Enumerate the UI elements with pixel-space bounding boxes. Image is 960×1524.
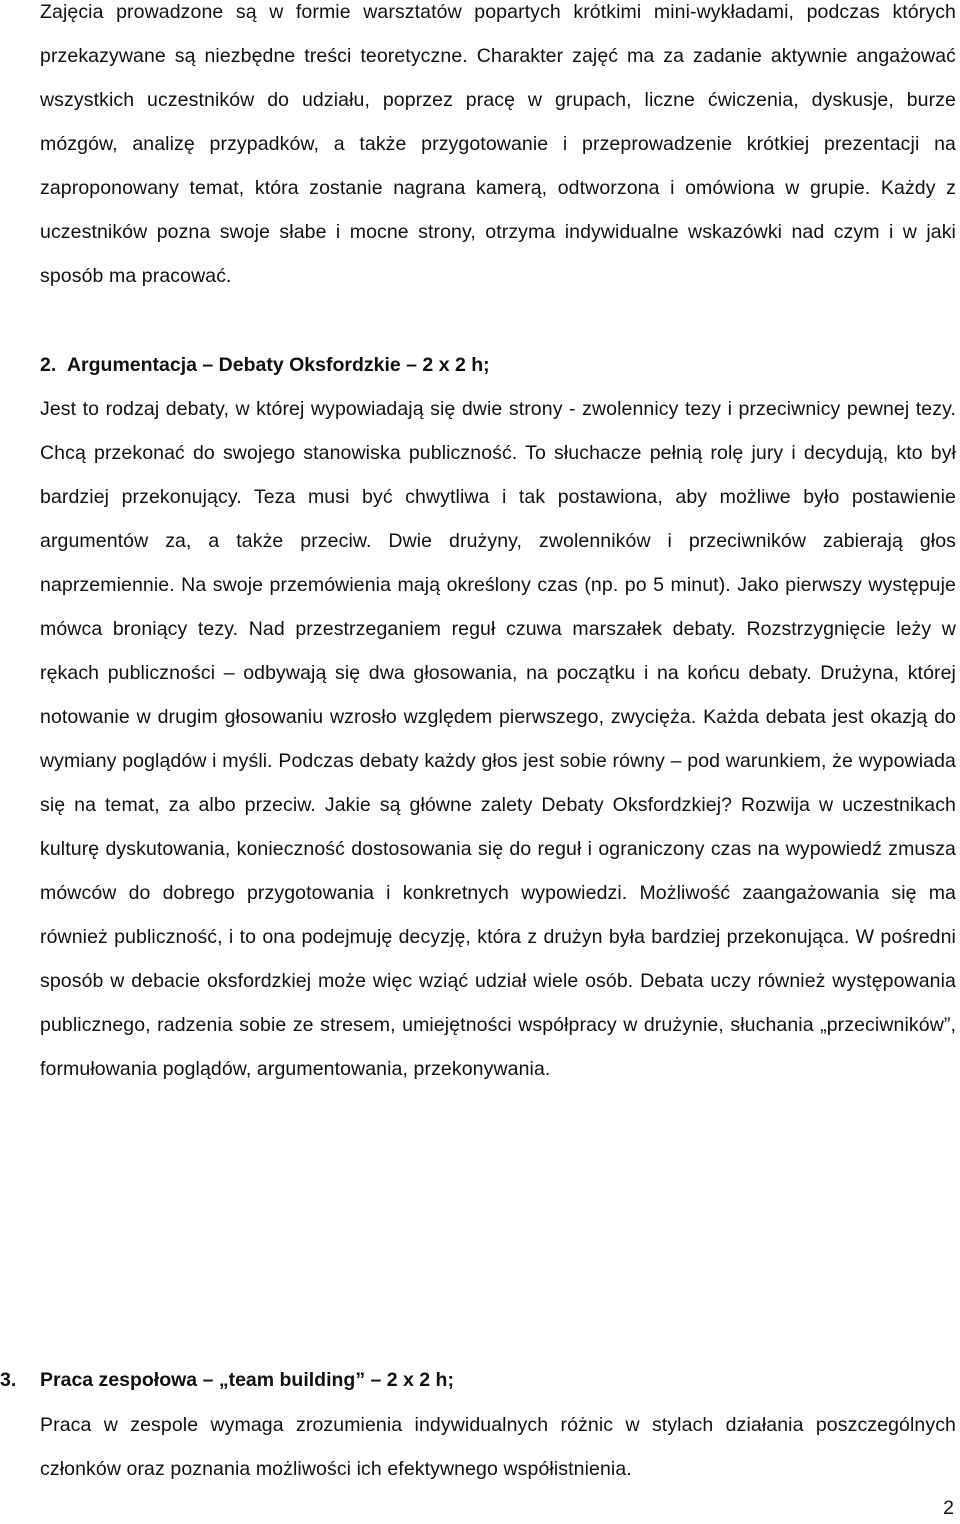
intro-paragraph: Zajęcia prowadzone są w formie warsztatów popartych krótkimi mini-wykładami, podczas których przekazywane są niezbędne treści teoretyczne. Charakter zajęć ma za zadanie aktywnie angażować wszystkich uczestników do udziału, poprzez pracę w grupach, liczne ćwiczenia, dyskusje, burze mózgów, analizę przypadków, a także przygotowanie i przeprowadzenie krótkiej prezentacji na zaproponowany temat, która zostanie nagrana kamerą, odtworzona i omówiona w grupie. Każdy z uczestników pozna swoje słabe i mocne strony, otrzyma indywidualne wskazówki nad czym i w jaki sposób ma pracować. — [40, 1, 956, 287]
section-2-title: Argumentacja – Debaty Oksfordzkie – 2 x 2 h; — [66, 354, 490, 376]
page-number: 2 — [943, 1497, 954, 1519]
section-3-number: 3. — [0, 1369, 17, 1391]
section-3-heading — [0, 1358, 956, 1402]
section-2-body: Jest to rodzaj debaty, w której wypowiadają się dwie strony - zwolennicy tezy i przeciwnicy pewnej tezy. Chcą przekonać do swojego stanowiska publiczność. To słuchacze pełnią rolę jury i decydują, kto był bardziej przekonujący. Teza musi być chwytliwa i tak postawiona, aby możliwe było postawienie argumentów za, a także przeciw. Dwie drużyny, zwolenników i przeciwników zabierają głos naprzemiennie. Na swoje przemówienia mają określony czas (np. po 5 minut). Jako pierwszy występuje mówca broniący tezy. Nad przestrzeganiem reguł czuwa marszałek debaty. Rozstrzygnięcie leży w rękach publiczności – odbywają się dwa głosowania, na początku i na końcu debaty. Drużyna, której notowanie w drugim głosowaniu wzrosło względem pierwszego, zwycięża. Każda debata jest okazją do wymiany poglądów i myśli. Podczas debaty każdy głos jest sobie równy – pod warunkiem, że wypowiada się na temat, za albo przeciw. Jakie są główne zalety Debaty Oksfordzkiej? Rozwija w uczestnikach kulturę dyskutowania, konieczność dostosowania się do reguł i ograniczony czas na wypowiedź zmusza mówców do dobrego przygotowania i konkretnych wypowiedzi. Możliwość zaangażowania się ma również publiczność, i to ona podejmuję decyzję, która z drużyn była bardziej przekonująca. W pośredni sposób w debacie oksfordzkiej może więc wziąć udział wiele osób. Debata uczy również występowania publicznego, radzenia sobie ze stresem, umiejętności współpracy w drużynie, słuchania „przeciwników”, formułowania poglądów, argumentowania, przekonywania. — [40, 398, 956, 1080]
section-2-number: 2. — [40, 354, 57, 376]
section-3-title: Praca zespołowa – „team building” – 2 x 2 h; — [40, 1369, 454, 1391]
section-3-body: Praca w zespole wymaga zrozumienia indywidualnych różnic w stylach działania poszczególnych członków oraz poznania możliwości ich efektywnego współistnienia. — [40, 1414, 956, 1480]
section-2-heading — [40, 343, 956, 387]
